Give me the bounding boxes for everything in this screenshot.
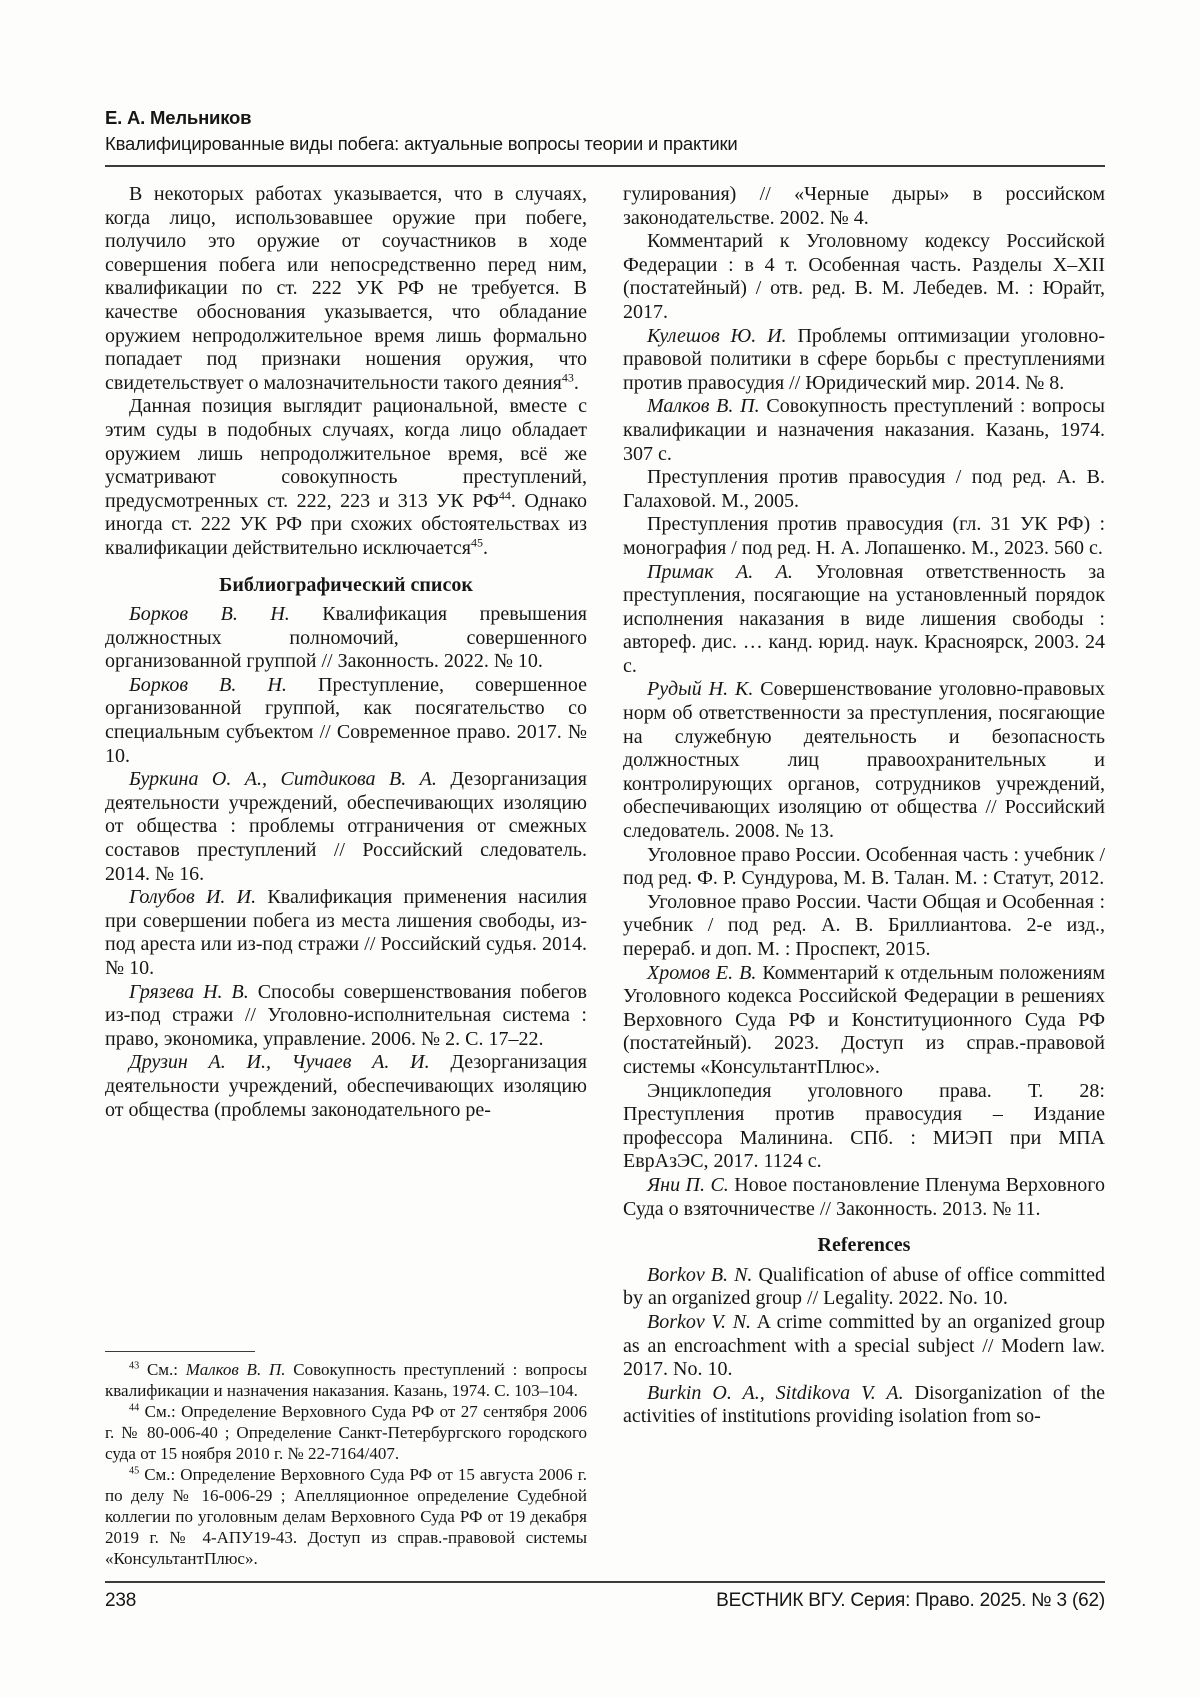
column-right	[623, 183, 1105, 1569]
body-paragraph: Данная позиция выглядит рациональной, вместе с этим суды в подобных случаях, когда лицо обладает оружием лишь непродолжительное время, всё же усматривают совокупность преступлений, предусмотренных ст. 222, 223 и 313 УК РФ$^{44}$. Однако иногда ст. 222 УК РФ при схожих обстоятельствах из квалификации действительно исключается$^{45}$.	[105, 395, 587, 559]
bib-entry: Рудый Н. К. Совершенствование уголовно-правовых норм об ответственности за преступления, посягающие на служебную деятельность и безопасность должностных лиц правоохранительных и контролирующих органов, сотрудников учреждений, обеспечивающих изоляцию от общества // Российский следователь. 2008. № 13.	[623, 678, 1105, 843]
bib-entry: Хромов Е. В. Комментарий к отдельным положениям Уголовного кодекса Российской Федерации в решениях Верховного Суда РФ и Конституционного Суда РФ (постатейный). 2023. Доступ из справ.-правовой системы «КонсультантПлюс».	[623, 961, 1105, 1078]
page-footer	[105, 1581, 1105, 1612]
footer-journal-line: ВЕСТНИК ВГУ. Серия: Право. 2025. № 3 (62)	[716, 1590, 1105, 1611]
references-heading: References	[817, 1234, 911, 1257]
bib-entry: Буркина О. А., Ситдикова В. А. Дезорганизация деятельности учреждений, обеспечивающих изоляцию от общества : проблемы отграничения от смежных составов преступлений // Российский следователь. 2014. № 16.	[105, 768, 587, 885]
reference-entry: Borkov B. N. Qualification of abuse of office committed by an organized group // Legality. 2022. No. 10.	[623, 1263, 1105, 1310]
bib-entry: Друзин А. И., Чучаев А. И. Дезорганизация деятельности учреждений, обеспечивающих изоляцию от общества (проблемы законодательного ре-	[105, 1051, 587, 1121]
bib-entry: Яни П. С. Новое постановление Пленума Верховного Суда о взяточничестве // Законность. 2013. № 11.	[623, 1173, 1105, 1220]
bib-entry: Энциклопедия уголовного права. Т. 28: Преступления против правосудия – Издание профессора Малинина. СПб. : МИЭП при МПА ЕврАзЭС, 2017. 1124 с.	[623, 1079, 1105, 1173]
header-running-title: Квалифицированные виды побега: актуальные вопросы теории и практики	[105, 133, 738, 154]
reference-entry: Borkov V. N. A crime committed by an organized group as an encroachment with a special subject // Modern law. 2017. No. 10.	[623, 1310, 1105, 1381]
bib-entry: Кулешов Ю. И. Проблемы оптимизации уголовно-правовой политики в сфере борьбы с преступлениями против правосудия // Юридический мир. 2014. № 8.	[623, 324, 1105, 394]
bib-entry: Грязева Н. В. Способы совершенствования побегов из-под стражи // Уголовно-исполнительная система : право, экономика, управление. 2006. № 2. С. 17–22.	[105, 980, 587, 1050]
bib-entry: Борков В. Н. Квалификация превышения должностных полномочий, совершенного организованной группой // Законность. 2022. № 10.	[105, 603, 587, 673]
bib-entry: Преступления против правосудия (гл. 31 УК РФ) : монография / под ред. Н. А. Лопашенко. М., 2023. 560 с.	[623, 513, 1105, 559]
bib-entry: Голубов И. И. Квалификация применения насилия при совершении побега из места лишения свободы, из-под ареста или из-под стражи // Российский судья. 2014. № 10.	[105, 886, 587, 979]
page-header	[105, 106, 1105, 167]
bib-entry: Малков В. П. Совокупность преступлений : вопросы квалификации и назначения наказания. Казань, 1974. 307 с.	[623, 395, 1105, 465]
bib-entry: Борков В. Н. Преступление, совершенное организованной группой, как посягательство со специальным субъектом // Современное право. 2017. № 10.	[105, 673, 587, 767]
bib-entry-continuation: гулирования) // «Черные дыры» в российском законодательстве. 2002. № 4.	[623, 183, 1105, 229]
bib-entry: Комментарий к Уголовному кодексу Российской Федерации : в 4 т. Особенная часть. Разделы X–XII (постатейный) / отв. ред. В. М. Лебедев. М. : Юрайт, 2017.	[623, 230, 1105, 323]
bib-entry: Преступления против правосудия / под ред. А. В. Галаховой. М., 2005.	[623, 466, 1105, 512]
footnote-44: $^{44}$ См.: Определение Верховного Суда РФ от 27 сентября 2006 г. № 80-006-40 ; Определение Санкт-Петербургского городского суда от 15 ноября 2010 г. № 22-7164/407.	[105, 1402, 587, 1463]
reference-entry: Burkin O. A., Sitdikova V. A. Disorganization of the activities of institutions providing isolation from so-	[623, 1381, 1105, 1428]
footnote-separator	[105, 1351, 255, 1352]
bib-entry: Примак А. А. Уголовная ответственность за преступления, посягающие на установленный порядок исполнения наказания в виде лишения свободы : автореф. дис. … канд. юрид. наук. Красноярск, 2003. 24 с.	[623, 560, 1105, 677]
bib-entry: Уголовное право России. Части Общая и Особенная : учебник / под ред. А. В. Бриллиантова. 2-е изд., перераб. и доп. М. : Проспект, 2015.	[623, 890, 1105, 960]
two-column-body	[105, 183, 1105, 1569]
footnote-43: $^{43}$ См.: Малков В. П. Совокупность преступлений : вопросы квалификации и назначения наказания. Казань, 1974. С. 103–104.	[105, 1360, 587, 1400]
header-author: Е. А. Мельников	[105, 107, 252, 128]
footer-page-number: 238	[105, 1590, 137, 1611]
column-left	[105, 183, 587, 1569]
body-paragraph: В некоторых работах указывается, что в случаях, когда лицо, использовавшее оружие при побеге, получило это оружие от соучастников в ходе совершения побега или непосредственно перед ним, квалификации по ст. 222 УК РФ не требуется. В качестве обоснования указывается, что обладание оружием непродолжительное время лишь формально попадает под признаки ношения оружия, что свидетельствует о малозначительности такого деяния$^{43}$.	[105, 183, 587, 394]
bib-entry: Уголовное право России. Особенная часть : учебник / под ред. Ф. Р. Сундурова, М. В. Талан. М. : Статут, 2012.	[623, 843, 1105, 890]
bibliography-heading: Библиографический список	[219, 573, 473, 596]
footnote-45: $^{45}$ См.: Определение Верховного Суда РФ от 15 августа 2006 г. по делу № 16-006-29 ; Апелляционное определение Судебной коллегии по уголовным делам Верховного Суда РФ от 19 декабря 2019 г. № 4-АПУ19-43. Доступ из справ.-правовой системы «КонсультантПлюс».	[105, 1465, 587, 1568]
